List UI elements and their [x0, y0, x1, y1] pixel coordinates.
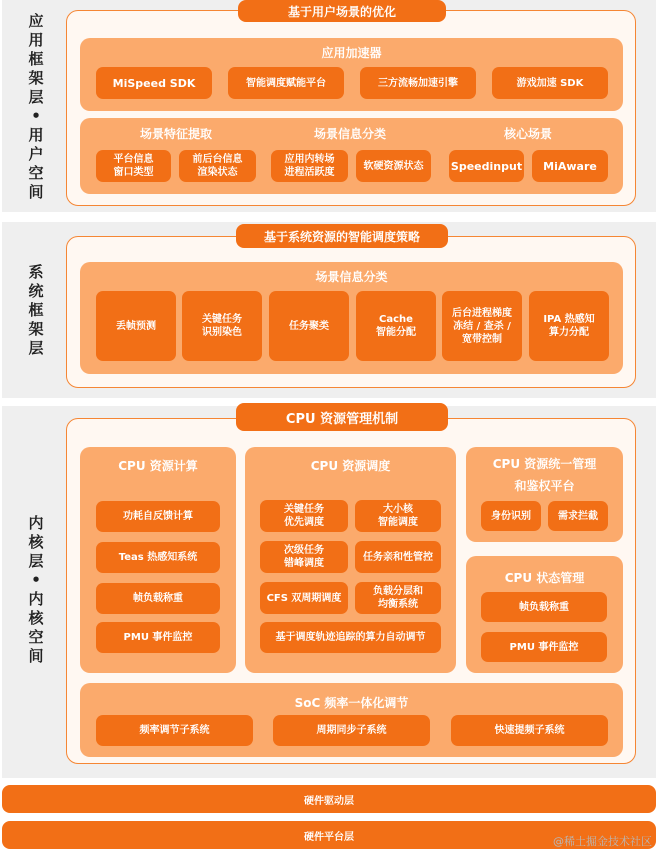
system-strategy-item: Cache 智能分配 — [356, 291, 436, 361]
side-label-char: 用 — [28, 126, 44, 144]
cpu-schedule-title: CPU 资源调度 — [310, 459, 391, 473]
side-label-char: 架 — [28, 319, 44, 338]
core-scene-item: Speedinput — [449, 150, 524, 182]
hardware-platform-bar: 硬件平台层 — [2, 821, 656, 849]
system-strategy-item: 关键任务 识别染色 — [182, 291, 262, 361]
soc-item: 快速提频子系统 — [451, 715, 608, 746]
core-scene-title: 核心场景 — [503, 127, 552, 141]
system-strategy-item: IPA 热感知 算力分配 — [529, 291, 609, 361]
accelerator-item: 三方流畅加速引擎 — [360, 67, 476, 99]
side-label-char: 空 — [28, 164, 44, 182]
cpu-compute-item: PMU 事件监控 — [96, 622, 220, 653]
side-label-char: 系 — [28, 262, 44, 281]
side-label-char: 核 — [28, 609, 44, 627]
cpu-schedule-item: CFS 双周期调度 — [260, 582, 348, 614]
side-label-char: 间 — [28, 183, 44, 201]
accelerator-item: 智能调度赋能平台 — [228, 67, 344, 99]
cpu-compute-item: 功耗自反馈计算 — [96, 501, 220, 532]
side-label-char: • — [31, 571, 41, 589]
scene-feature-item: 前后台信息 渲染状态 — [179, 150, 256, 182]
side-label-char: 架 — [28, 69, 44, 87]
side-label-char: 户 — [28, 145, 44, 163]
side-label-char: 统 — [28, 281, 44, 300]
system-strategy-item: 丢帧预测 — [96, 291, 176, 361]
side-label-char: 框 — [28, 300, 44, 319]
side-label-char: 核 — [28, 533, 44, 551]
side-label-char: 内 — [28, 514, 44, 532]
scene-info-title: 场景信息分类 — [313, 127, 386, 141]
system-strategy-item: 后台进程梯度 冻结 / 查杀 / 宽带控制 — [442, 291, 522, 361]
accelerator-item: MiSpeed SDK — [96, 67, 212, 99]
cpu-schedule-item: 关键任务 优先调度 — [260, 500, 348, 532]
app-layer-tab: 基于用户场景的优化 — [238, 0, 446, 22]
side-label-char: 应 — [28, 12, 44, 30]
soc-item: 频率调节子系统 — [96, 715, 253, 746]
system-layer-label — [16, 230, 56, 390]
app-layer-label — [16, 12, 56, 202]
side-label-char: 层 — [28, 552, 44, 570]
cpu-unified-item: 身份识别 — [481, 501, 541, 531]
side-label-char: 内 — [28, 590, 44, 608]
system-strategy-item: 任务聚类 — [269, 291, 349, 361]
cpu-schedule-item: 任务亲和性管控 — [355, 541, 441, 573]
kernel-layer-tab: CPU 资源管理机制 — [236, 403, 448, 431]
soc-item: 周期同步子系统 — [273, 715, 430, 746]
kernel-layer-label — [16, 420, 56, 760]
system-panel-title: 场景信息分类 — [315, 270, 388, 284]
scene-info-item: 应用内转场 进程活跃度 — [271, 150, 348, 182]
side-label-char: 空 — [28, 628, 44, 646]
cpu-schedule-item: 大小核 智能调度 — [355, 500, 441, 532]
accelerator-item: 游戏加速 SDK — [492, 67, 608, 99]
system-layer-tab: 基于系统资源的智能调度策略 — [236, 224, 448, 248]
cpu-status-item: 帧负载称重 — [481, 592, 607, 622]
side-label-char: 层 — [28, 88, 44, 106]
cpu-compute-title: CPU 资源计算 — [118, 459, 198, 473]
cpu-unified-title: CPU 资源统一管理 和鉴权平台 — [492, 457, 597, 493]
scene-feature-item: 平台信息 窗口类型 — [96, 150, 171, 182]
cpu-schedule-item: 负载分层和 均衡系统 — [355, 582, 441, 614]
hardware-driver-bar: 硬件驱动层 — [2, 785, 656, 813]
cpu-compute-item: 帧负载称重 — [96, 583, 220, 614]
scene-info-item: 软硬资源状态 — [356, 150, 431, 182]
side-label-char: 间 — [28, 647, 44, 665]
soc-title: SoC 频率一体化调节 — [294, 696, 409, 710]
side-label-char: • — [31, 107, 41, 125]
cpu-schedule-item: 次级任务 错峰调度 — [260, 541, 348, 573]
core-scene-item: MiAware — [532, 150, 608, 182]
scene-feature-title: 场景特征提取 — [139, 127, 212, 141]
cpu-unified-item: 需求拦截 — [548, 501, 608, 531]
side-label-char: 层 — [28, 338, 44, 357]
cpu-status-item: PMU 事件监控 — [481, 632, 607, 662]
accelerator-title: 应用加速器 — [321, 46, 382, 60]
side-label-char: 框 — [28, 50, 44, 68]
cpu-compute-item: Teas 热感知系统 — [96, 542, 220, 573]
cpu-status-title: CPU 状态管理 — [504, 571, 585, 585]
cpu-schedule-wide-item: 基于调度轨迹追踪的算力自动调节 — [260, 622, 441, 653]
side-label-char: 用 — [28, 31, 44, 49]
watermark: @稀土掘金技术社区 — [553, 835, 652, 848]
